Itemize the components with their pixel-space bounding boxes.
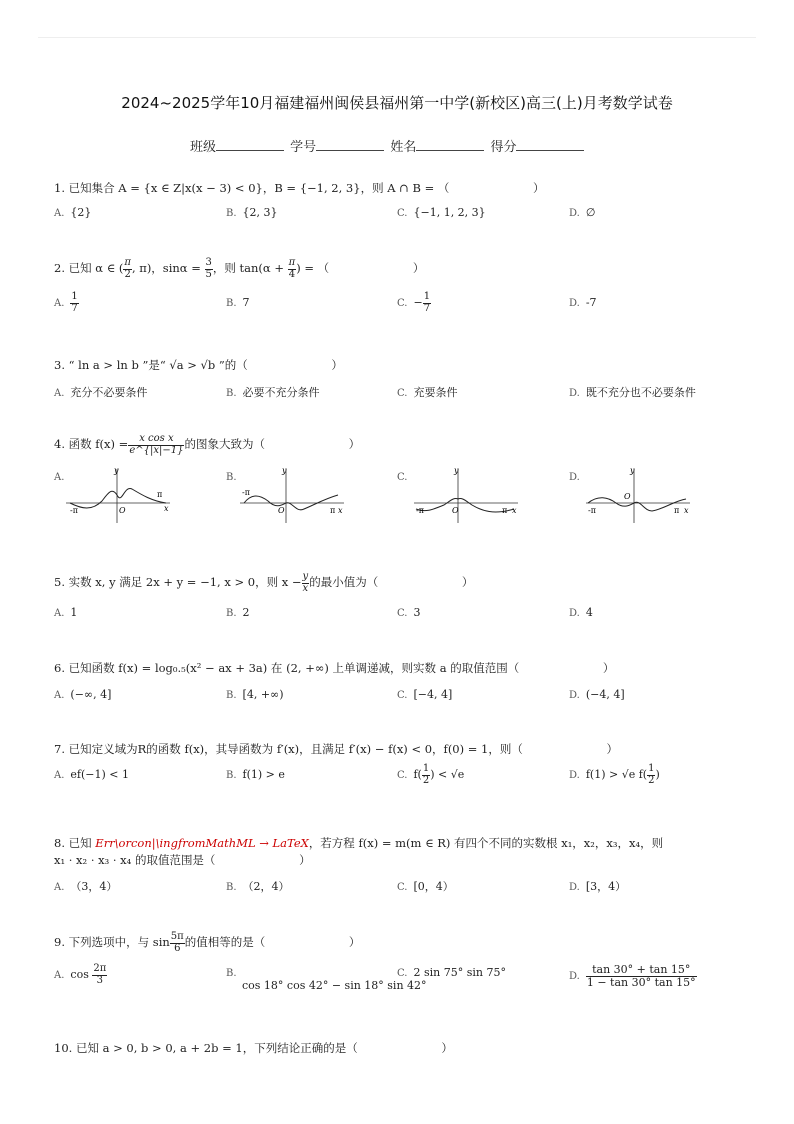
svg-text:x: x xyxy=(338,506,343,515)
q1-option-d[interactable]: D. ∅ xyxy=(569,206,596,219)
q8-option-a[interactable]: A. （3，4） xyxy=(54,880,118,893)
header-divider xyxy=(38,37,756,38)
q6-option-a[interactable]: A. (−∞, 4] xyxy=(54,688,112,701)
question-number: 2. xyxy=(54,261,65,275)
svg-text:O: O xyxy=(278,506,285,515)
answer-paren: ） xyxy=(348,437,361,451)
question-9: 9. 下列选项中，与 sin $\frac{5\pi}{6}$ 的值相等的是（ ） xyxy=(54,931,361,954)
q9-option-d[interactable]: D. $\frac{\tan 30^\circ + \tan 15^\circ}{1 - \tan 30^\circ \tan 15^\circ}$ xyxy=(569,963,696,989)
origin-label: O xyxy=(119,506,126,515)
svg-text:-π: -π xyxy=(588,506,596,515)
score-blank[interactable] xyxy=(516,138,584,151)
svg-text:O: O xyxy=(624,492,631,501)
question-stem: 已知集合 A = {x ∈ Z|x(x − 3) < 0}，B = {−1, 2, 3}，则 A ∩ B = （ xyxy=(68,181,450,195)
class-blank[interactable] xyxy=(216,138,284,151)
q6-option-b[interactable]: B. [4, +∞) xyxy=(226,688,284,701)
q8-option-d[interactable]: D. [3，4） xyxy=(569,880,627,893)
q4-graph-a[interactable] xyxy=(62,465,174,525)
q4-graph-d[interactable] xyxy=(582,465,694,525)
question-8: 8. 已知 Err\orcon|\ingfromMathML → LaTeX，若方程 f(x) = m(m ∈ R) 有四个不同的实数根 x₁，x₂，x₃，x₄，则 xyxy=(54,836,664,850)
answer-paren: ） xyxy=(533,181,545,195)
answer-paren: ） xyxy=(331,358,343,372)
svg-text:y: y xyxy=(454,466,459,475)
question-7: 7. 已知定义域为R的函数 f(x)，其导函数为 f′(x)，且满足 f′(x) − f(x) < 0，f(0) = 1，则（ ） xyxy=(54,742,619,756)
question-2: 2. 已知 α ∈ ( $\frac{\pi}{2}$ , π)，sinα = $\frac{3}{5}$ ，则 tan(α + $\frac{\pi}{4}$ ) = （ ） xyxy=(54,257,425,280)
q5-option-c[interactable]: C. 3 xyxy=(397,606,421,619)
q7-option-a[interactable]: A. ef(−1) < 1 xyxy=(54,768,129,781)
q9-option-c[interactable]: C. 2 sin 75° sin 75° xyxy=(397,966,506,979)
question-3: 3. “ ln a > ln b ”是“ √a > √b ”的（ ） xyxy=(54,358,343,372)
q4-option-c[interactable]: C. xyxy=(397,472,408,483)
q4-option-b[interactable]: B. xyxy=(226,472,237,483)
score-label: 得分 xyxy=(490,140,517,155)
q4-graph-b[interactable] xyxy=(238,465,348,525)
question-4: 4. 函数 f(x) = $\frac{\text{x cos x}}{e\^{}\{|x|-1\}}$ 的图象大致为（ ） xyxy=(54,433,361,456)
pi-label: π xyxy=(157,490,163,499)
id-label: 学号 xyxy=(290,140,317,155)
question-1 xyxy=(54,180,545,196)
q4-option-d[interactable]: D. xyxy=(569,472,580,483)
svg-text:O: O xyxy=(452,506,459,515)
student-info-line xyxy=(190,136,586,155)
question-10: 10. 已知 a > 0, b > 0, a + 2b = 1，下列结论正确的是（ ） xyxy=(54,1041,453,1055)
id-blank[interactable] xyxy=(316,138,384,151)
q1-option-c[interactable]: C. {−1, 1, 2, 3} xyxy=(397,206,486,219)
q4-option-a[interactable]: A. xyxy=(54,472,65,483)
svg-text:y: y xyxy=(630,466,635,475)
name-blank[interactable] xyxy=(416,138,484,151)
svg-text:π: π xyxy=(330,506,336,515)
q6-option-d[interactable]: D. (−4, 4] xyxy=(569,688,625,701)
q2-option-d[interactable]: D. -7 xyxy=(569,296,597,309)
answer-paren: ） xyxy=(602,661,615,675)
q3-option-a[interactable]: A. 充分不必要条件 xyxy=(54,386,148,399)
question-5: 5. 实数 x, y 满足 2x + y = −1, x > 0，则 x − $\frac{y}{x}$ 的最小值为（ ） xyxy=(54,571,474,594)
q9-option-b[interactable]: B. cos 18° cos 42° − sin 18° sin 42° xyxy=(226,968,427,992)
q5-option-d[interactable]: D. 4 xyxy=(569,606,593,619)
q2-option-c[interactable]: C. − $\frac{1}{7}$ xyxy=(397,291,431,314)
svg-text:x: x xyxy=(684,506,689,515)
q4-graph-c[interactable] xyxy=(410,465,522,525)
name-label: 姓名 xyxy=(390,140,417,155)
answer-paren: ） xyxy=(461,575,474,589)
q2-option-b[interactable]: B. 7 xyxy=(226,296,250,309)
answer-paren: ） xyxy=(606,742,619,756)
q7-option-b[interactable]: B. f(1) > e xyxy=(226,768,285,781)
svg-text:y: y xyxy=(282,466,287,475)
neg-pi-label: -π xyxy=(70,506,78,515)
page-title: 2024~2025学年10月福建福州闽侯县福州第一中学(新校区)高三(上)月考数学试卷 xyxy=(121,94,673,112)
q7-option-d[interactable]: D. f(1) > √e f( $\frac{1}{2}$ ) xyxy=(569,763,660,786)
q3-option-d[interactable]: D. 既不充分也不必要条件 xyxy=(569,386,696,399)
question-8-line2: x₁ · x₂ · x₃ · x₄ 的取值范围是（ ） xyxy=(54,853,311,867)
y-axis-label: y xyxy=(114,466,119,475)
q7-option-c[interactable]: C. f( $\frac{1}{2}$ ) < √e xyxy=(397,763,465,786)
svg-text:π: π xyxy=(674,506,680,515)
q1-option-b[interactable]: B. {2, 3} xyxy=(226,206,278,219)
q5-option-a[interactable]: A. 1 xyxy=(54,606,78,619)
svg-text:-π: -π xyxy=(242,488,250,497)
q1-option-a[interactable]: A. {2} xyxy=(54,206,92,219)
answer-paren: ） xyxy=(348,935,361,949)
question-number: 1. xyxy=(54,181,65,195)
q3-option-b[interactable]: B. 必要不充分条件 xyxy=(226,386,320,399)
q2-option-a[interactable]: A. $\frac{1}{7}$ xyxy=(54,291,78,314)
render-error-text: Err\orcon|\ingfromMathML → LaTeX xyxy=(95,836,309,850)
question-6: 6. 已知函数 f(x) = log₀.₅(x² − ax + 3a) 在 (2, +∞) 上单调递减，则实数 a 的取值范围（ ） xyxy=(54,661,615,675)
q8-option-c[interactable]: C. [0，4） xyxy=(397,880,454,893)
q8-option-b[interactable]: B. （2，4） xyxy=(226,880,290,893)
q3-option-c[interactable]: C. 充要条件 xyxy=(397,386,458,399)
svg-text:x: x xyxy=(512,506,517,515)
q5-option-b[interactable]: B. 2 xyxy=(226,606,250,619)
answer-paren: ） xyxy=(299,853,311,867)
q9-option-a[interactable]: A. cos $\frac{2\pi}{3}$ xyxy=(54,963,107,986)
svg-text:-π: -π xyxy=(416,506,424,515)
q6-option-c[interactable]: C. [−4, 4] xyxy=(397,688,453,701)
answer-paren: ） xyxy=(441,1041,453,1055)
class-label: 班级 xyxy=(190,140,217,155)
x-axis-label: x xyxy=(164,504,169,513)
answer-paren: ） xyxy=(412,261,425,275)
svg-text:π: π xyxy=(502,506,508,515)
